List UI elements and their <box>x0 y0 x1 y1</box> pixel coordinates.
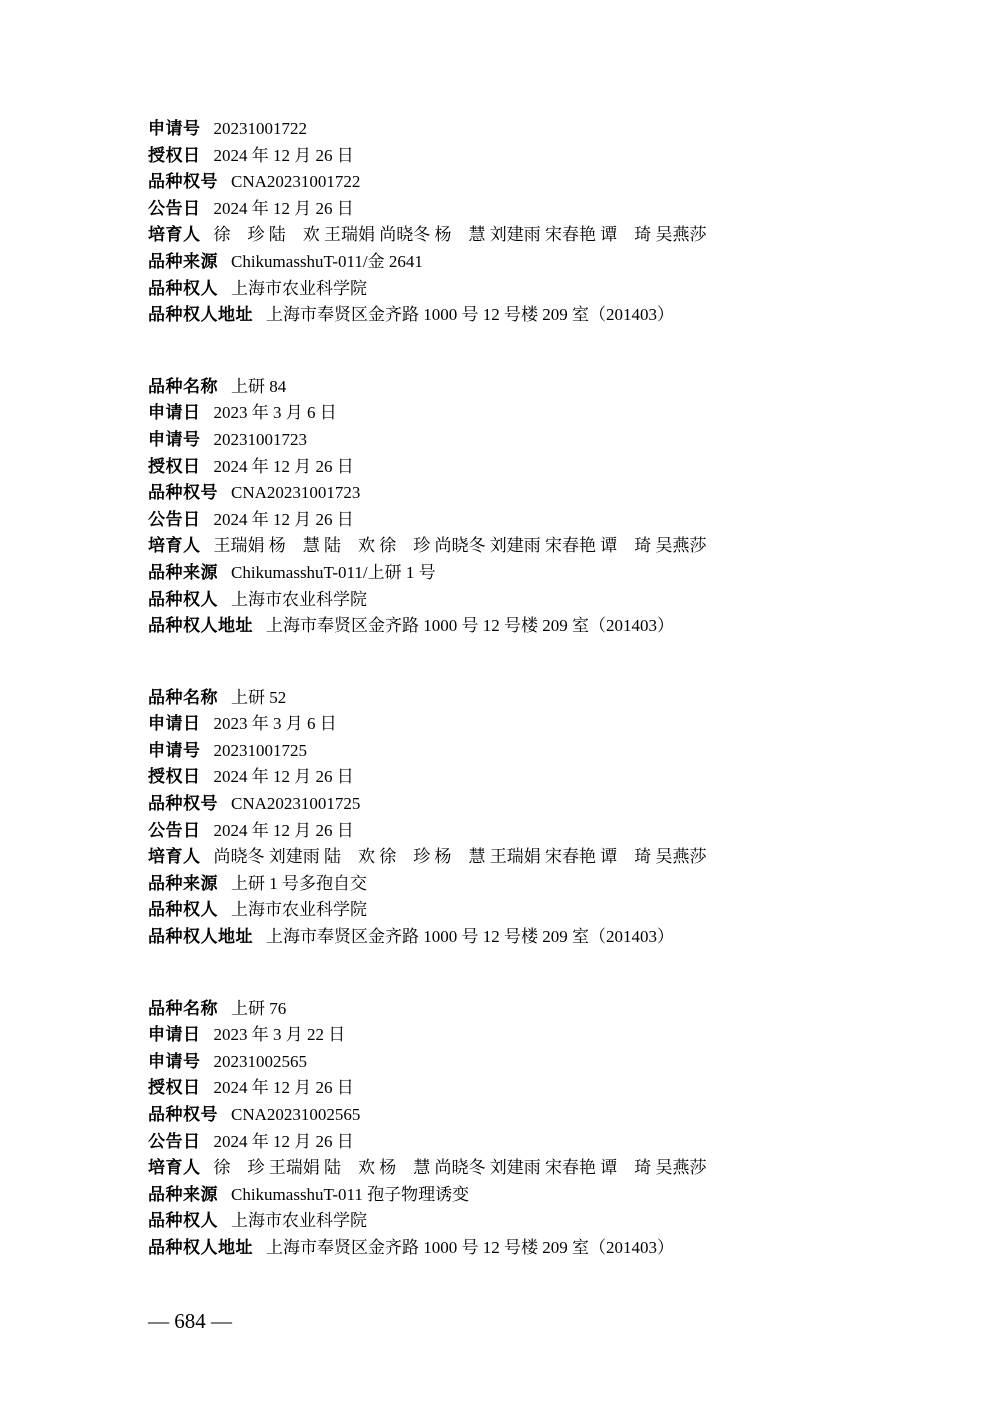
record-field-line <box>148 276 896 303</box>
field-label: 品种权号 <box>148 794 218 814</box>
record-field-line <box>148 1049 896 1076</box>
field-value: 2024 年 12 月 26 日 <box>213 456 354 476</box>
field-label: 品种权人 <box>148 589 218 609</box>
field-label: 品种权人地址 <box>148 305 253 325</box>
field-label: 公告日 <box>148 198 201 218</box>
field-value: 2024 年 12 月 26 日 <box>213 509 354 529</box>
record-field-line <box>148 454 896 481</box>
field-value: CNA20231001725 <box>231 794 361 814</box>
field-value: 上海市奉贤区金齐路 1000 号 12 号楼 209 室（201403） <box>266 616 674 636</box>
record-field-line <box>148 196 896 223</box>
field-value: 20231001722 <box>213 119 307 138</box>
record-field-line <box>148 400 896 427</box>
record-field-line <box>148 764 896 791</box>
variety-record <box>148 685 896 951</box>
field-label: 公告日 <box>148 820 201 840</box>
field-value: 2024 年 12 月 26 日 <box>213 145 354 165</box>
field-value: 20231001725 <box>213 740 307 760</box>
field-label: 品种名称 <box>148 998 218 1018</box>
record-field-line <box>148 427 896 454</box>
record-field-line <box>148 560 896 587</box>
field-value: 2023 年 3 月 6 日 <box>213 403 337 423</box>
field-value: 上海市农业科学院 <box>231 900 367 920</box>
field-label: 申请号 <box>148 119 201 138</box>
field-label: 品种来源 <box>148 1184 218 1204</box>
record-field-line <box>148 1155 896 1182</box>
field-value: 2024 年 12 月 26 日 <box>213 767 354 787</box>
field-value: 20231001723 <box>213 429 307 449</box>
record-field-line <box>148 302 896 329</box>
record-field-line <box>148 1208 896 1235</box>
field-label: 品种来源 <box>148 873 218 893</box>
field-label: 品种来源 <box>148 251 218 271</box>
record-field-line <box>148 738 896 765</box>
field-label: 品种权人 <box>148 1211 218 1231</box>
field-value: CNA20231001722 <box>231 172 361 192</box>
field-value: 2024 年 12 月 26 日 <box>213 1078 354 1098</box>
field-value: ChikumasshuT-011/上研 1 号 <box>231 562 436 582</box>
record-field-line <box>148 1102 896 1129</box>
variety-record <box>148 116 896 329</box>
field-value: 上研 84 <box>231 376 287 396</box>
field-label: 申请号 <box>148 740 201 760</box>
field-value: 尚晓冬 刘建雨 陆 欢 徐 珍 杨 慧 王瑞娟 宋春艳 谭 琦 吴燕莎 <box>213 847 707 867</box>
field-value: ChikumasshuT-011 孢子物理诱变 <box>231 1184 470 1204</box>
records-container <box>148 116 896 1262</box>
field-value: 2024 年 12 月 26 日 <box>213 1131 354 1151</box>
field-label: 品种权人 <box>148 900 218 920</box>
field-label: 申请日 <box>148 714 201 734</box>
record-field-line <box>148 818 896 845</box>
field-label: 公告日 <box>148 1131 201 1151</box>
field-label: 申请日 <box>148 403 201 423</box>
field-label: 品种权号 <box>148 172 218 192</box>
field-value: 上海市农业科学院 <box>231 1211 367 1231</box>
field-label: 品种权号 <box>148 1105 218 1124</box>
field-label: 授权日 <box>148 145 201 165</box>
record-field-line <box>148 116 896 143</box>
record-field-line <box>148 613 896 640</box>
record-field-line <box>148 374 896 401</box>
field-value: 上海市农业科学院 <box>231 589 367 609</box>
record-field-line <box>148 249 896 276</box>
record-field-line <box>148 1235 896 1262</box>
field-label: 培育人 <box>148 225 201 245</box>
record-field-line <box>148 791 896 818</box>
field-label: 申请号 <box>148 1051 201 1071</box>
field-value: 2024 年 12 月 26 日 <box>213 820 354 840</box>
record-field-line <box>148 1129 896 1156</box>
field-value: 上海市奉贤区金齐路 1000 号 12 号楼 209 室（201403） <box>266 1237 674 1257</box>
record-field-line <box>148 1075 896 1102</box>
page-footer <box>148 1307 896 1335</box>
field-label: 培育人 <box>148 536 201 556</box>
field-label: 品种名称 <box>148 376 218 396</box>
field-label: 授权日 <box>148 767 201 787</box>
field-value: 2023 年 3 月 22 日 <box>213 1025 346 1045</box>
record-field-line <box>148 507 896 534</box>
record-field-line <box>148 844 896 871</box>
field-label: 品种权人 <box>148 278 218 298</box>
record-field-line <box>148 480 896 507</box>
variety-record <box>148 996 896 1262</box>
record-field-line <box>148 169 896 196</box>
record-field-line <box>148 871 896 898</box>
field-value: 徐 珍 陆 欢 王瑞娟 尚晓冬 杨 慧 刘建雨 宋春艳 谭 琦 吴燕莎 <box>213 225 707 245</box>
field-value: 徐 珍 王瑞娟 陆 欢 杨 慧 尚晓冬 刘建雨 宋春艳 谭 琦 吴燕莎 <box>213 1158 707 1178</box>
field-label: 公告日 <box>148 509 201 529</box>
field-value: 上海市农业科学院 <box>231 278 367 298</box>
field-value: 上海市奉贤区金齐路 1000 号 12 号楼 209 室（201403） <box>266 305 674 325</box>
field-value: 上研 52 <box>231 687 287 707</box>
field-label: 申请号 <box>148 429 201 449</box>
field-label: 品种权号 <box>148 483 218 503</box>
record-field-line <box>148 685 896 712</box>
field-value: 2024 年 12 月 26 日 <box>213 198 354 218</box>
record-field-line <box>148 1182 896 1209</box>
field-value: 上研 1 号多孢自交 <box>231 873 367 893</box>
record-field-line <box>148 222 896 249</box>
field-label: 培育人 <box>148 1158 201 1178</box>
variety-record <box>148 374 896 640</box>
field-label: 培育人 <box>148 847 201 867</box>
field-label: 申请日 <box>148 1025 201 1045</box>
record-field-line <box>148 143 896 170</box>
field-value: 王瑞娟 杨 慧 陆 欢 徐 珍 尚晓冬 刘建雨 宋春艳 谭 琦 吴燕莎 <box>213 536 707 556</box>
field-value: 上海市奉贤区金齐路 1000 号 12 号楼 209 室（201403） <box>266 927 674 947</box>
field-label: 品种权人地址 <box>148 1237 253 1257</box>
record-field-line <box>148 996 896 1023</box>
record-field-line <box>148 1022 896 1049</box>
record-field-line <box>148 711 896 738</box>
field-value: CNA20231002565 <box>231 1105 361 1124</box>
field-label: 品种权人地址 <box>148 927 253 947</box>
record-field-line <box>148 587 896 614</box>
record-field-line <box>148 897 896 924</box>
field-label: 品种权人地址 <box>148 616 253 636</box>
field-label: 品种名称 <box>148 687 218 707</box>
field-value: ChikumasshuT-011/金 2641 <box>231 251 423 271</box>
record-field-line <box>148 533 896 560</box>
field-value: 2023 年 3 月 6 日 <box>213 714 337 734</box>
field-value: 20231002565 <box>213 1051 307 1071</box>
field-value: CNA20231001723 <box>231 483 361 503</box>
page-number: — 684 — <box>148 1308 232 1333</box>
record-field-line <box>148 924 896 951</box>
field-value: 上研 76 <box>231 998 287 1018</box>
field-label: 授权日 <box>148 1078 201 1098</box>
field-label: 品种来源 <box>148 562 218 582</box>
field-label: 授权日 <box>148 456 201 476</box>
